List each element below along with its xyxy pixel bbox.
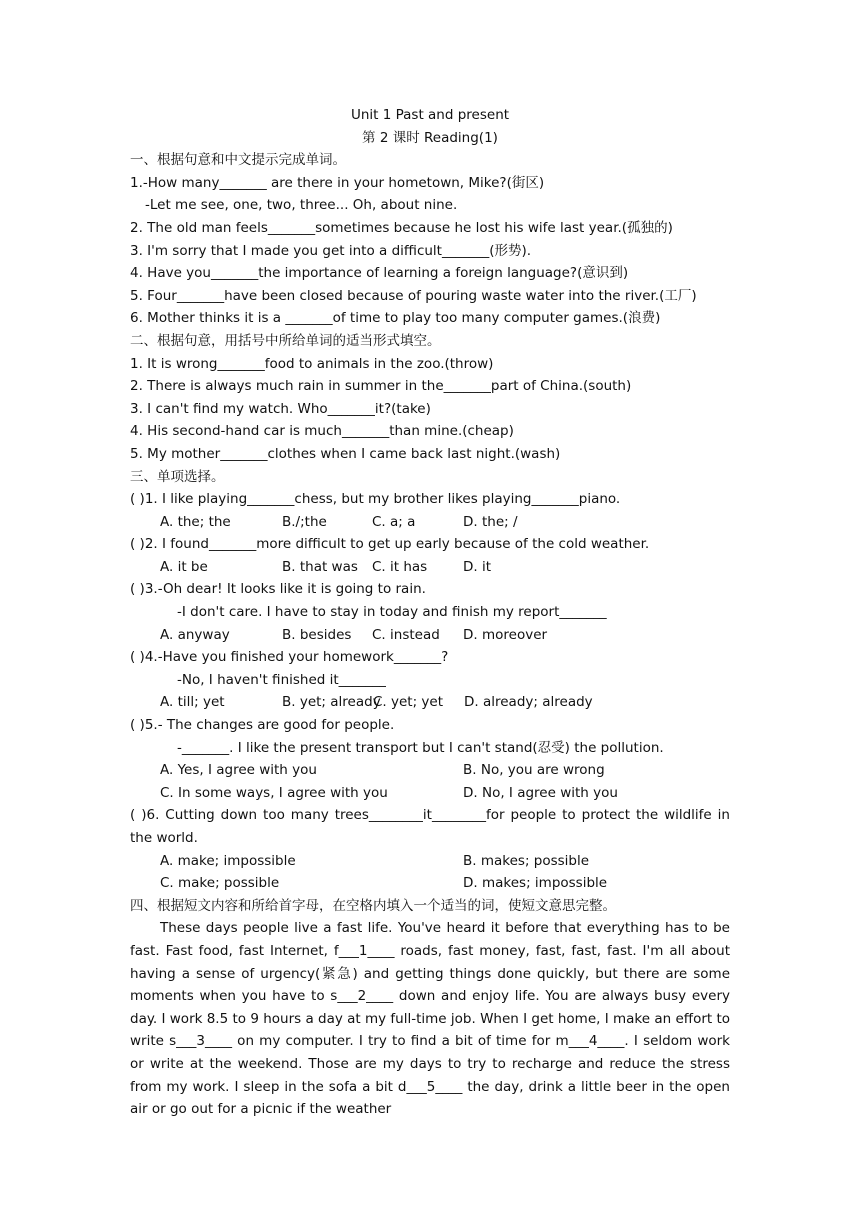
- q3-option-b: B. besides: [282, 626, 352, 643]
- section1-heading: 一、根据句意和中文提示完成单词。: [130, 152, 346, 169]
- q2-stem: ( )2. I found_______more difficult to get up early because of the cold weather.: [130, 536, 650, 553]
- q6-options-row1: [130, 850, 730, 873]
- q1-option-a: A. the; the: [160, 513, 231, 530]
- s2-item-1: 1. It is wrong_______food to animals in the zoo.(throw): [130, 355, 494, 372]
- q6-options-row2: [130, 872, 730, 895]
- q2-option-b: B. that was: [282, 558, 358, 575]
- q4-stem-reply: -No, I haven't finished it_______: [177, 671, 386, 688]
- q4-option-c: C. yet; yet: [373, 694, 444, 711]
- s1-item-3: 3. I'm sorry that I made you get into a difficult_______(形势).: [130, 242, 532, 259]
- q5-option-d: D. No, I agree with you: [463, 784, 618, 801]
- q2-option-c: C. it has: [372, 558, 428, 575]
- q5-option-c: C. In some ways, I agree with you: [160, 784, 388, 801]
- q1-option-d: D. the; /: [463, 513, 518, 530]
- q3-option-a: A. anyway: [160, 626, 230, 643]
- q3-option-c: C. instead: [372, 626, 440, 643]
- q3-options: [130, 624, 730, 647]
- q6-option-c: C. make; possible: [160, 875, 280, 892]
- q4-option-b: B. yet; already: [282, 694, 381, 711]
- s2-item-2: 2. There is always much rain in summer in the_______part of China.(south): [130, 378, 632, 395]
- q2-option-d: D. it: [463, 558, 492, 575]
- q4-stem: ( )4.-Have you finished your homework_______?: [130, 649, 449, 666]
- s1-item-1-reply: -Let me see, one, two, three... Oh, about nine.: [145, 197, 458, 214]
- section4-heading: 四、根据短文内容和所给首字母，在空格内填入一个适当的词，使短文意思完整。: [130, 897, 616, 914]
- q1-options: [130, 511, 730, 534]
- section3-heading: 三、单项选择。: [130, 468, 225, 485]
- s1-item-1: 1.-How many_______ are there in your hometown, Mike?(街区): [130, 174, 545, 191]
- s2-item-4: 4. His second-hand car is much_______than mine.(cheap): [130, 423, 514, 440]
- q3-option-d: D. moreover: [463, 626, 548, 643]
- s2-item-3: 3. I can't find my watch. Who_______it?(take): [130, 400, 431, 417]
- q3-stem: ( )3.-Oh dear! It looks like it is going to rain.: [130, 581, 426, 598]
- q5-option-a: A. Yes, I agree with you: [160, 762, 317, 779]
- q6-stem: ( )6. Cutting down too many trees________it________for people to protect the wildlife in the world.: [130, 807, 730, 846]
- q4-option-d: D. already; already: [464, 694, 593, 711]
- s1-item-4: 4. Have you_______the importance of learning a foreign language?(意识到): [130, 265, 629, 282]
- q1-option-c: C. a; a: [372, 513, 416, 530]
- s1-item-5: 5. Four_______have been closed because of pouring waste water into the river.(工厂): [130, 287, 697, 304]
- q2-option-a: A. it be: [160, 558, 208, 575]
- q5-options-row1: [130, 759, 730, 782]
- passage-text: These days people live a fast life. You've heard it before that everything has to be fast. Fast food, fast Internet, f___1____ roads, fast money, fast, fast, fast. I'm all about having a sense of urgency(紧急) and getting things done quickly, but there are some moments when you have to s___2____ down and enjoy life. You are always busy every day. I work 8.5 to 9 hours a day at my full-time job. When I get home, I make an effort to write s___3____ on my computer. I try to find a bit of time for m___4____. I seldom work or write at the weekend. Those are my days to try to recharge and reduce the stress from my work. I sleep in the sofa a bit d___5____ the day, drink a little beer in the open air or go out for a picnic if the weather: [130, 920, 731, 1118]
- q5-options-row2: [130, 782, 730, 805]
- q5-stem: ( )5.- The changes are good for people.: [130, 717, 395, 734]
- q4-option-a: A. till; yet: [160, 694, 225, 711]
- q3-stem-reply: -I don't care. I have to stay in today and finish my report_______: [177, 604, 607, 621]
- q6-option-a: A. make; impossible: [160, 852, 296, 869]
- q1-option-b: B./;the: [282, 513, 327, 530]
- worksheet-page: [130, 104, 730, 1121]
- page-title: Unit 1 Past and present: [350, 107, 510, 123]
- s1-item-2: 2. The old man feels_______sometimes because he lost his wife last year.(孤独的): [130, 219, 673, 236]
- q5-option-b: B. No, you are wrong: [463, 762, 605, 779]
- q2-options: [130, 556, 730, 579]
- q6-option-d: D. makes; impossible: [463, 875, 608, 892]
- q6-option-b: B. makes; possible: [463, 852, 590, 869]
- s2-item-5: 5. My mother_______clothes when I came back last night.(wash): [130, 445, 561, 462]
- section2-heading: 二、根据句意，用括号中所给单词的适当形式填空。: [130, 332, 441, 349]
- page-subtitle: 第 2 课时 Reading(1): [362, 129, 498, 146]
- q5-stem-reply: -_______. I like the present transport but I can't stand(忍受) the pollution.: [177, 739, 664, 756]
- q4-options: [130, 691, 730, 714]
- q1-stem: ( )1. I like playing_______chess, but my brother likes playing_______piano.: [130, 491, 621, 508]
- s1-item-6: 6. Mother thinks it is a _______of time to play too many computer games.(浪费): [130, 310, 661, 327]
